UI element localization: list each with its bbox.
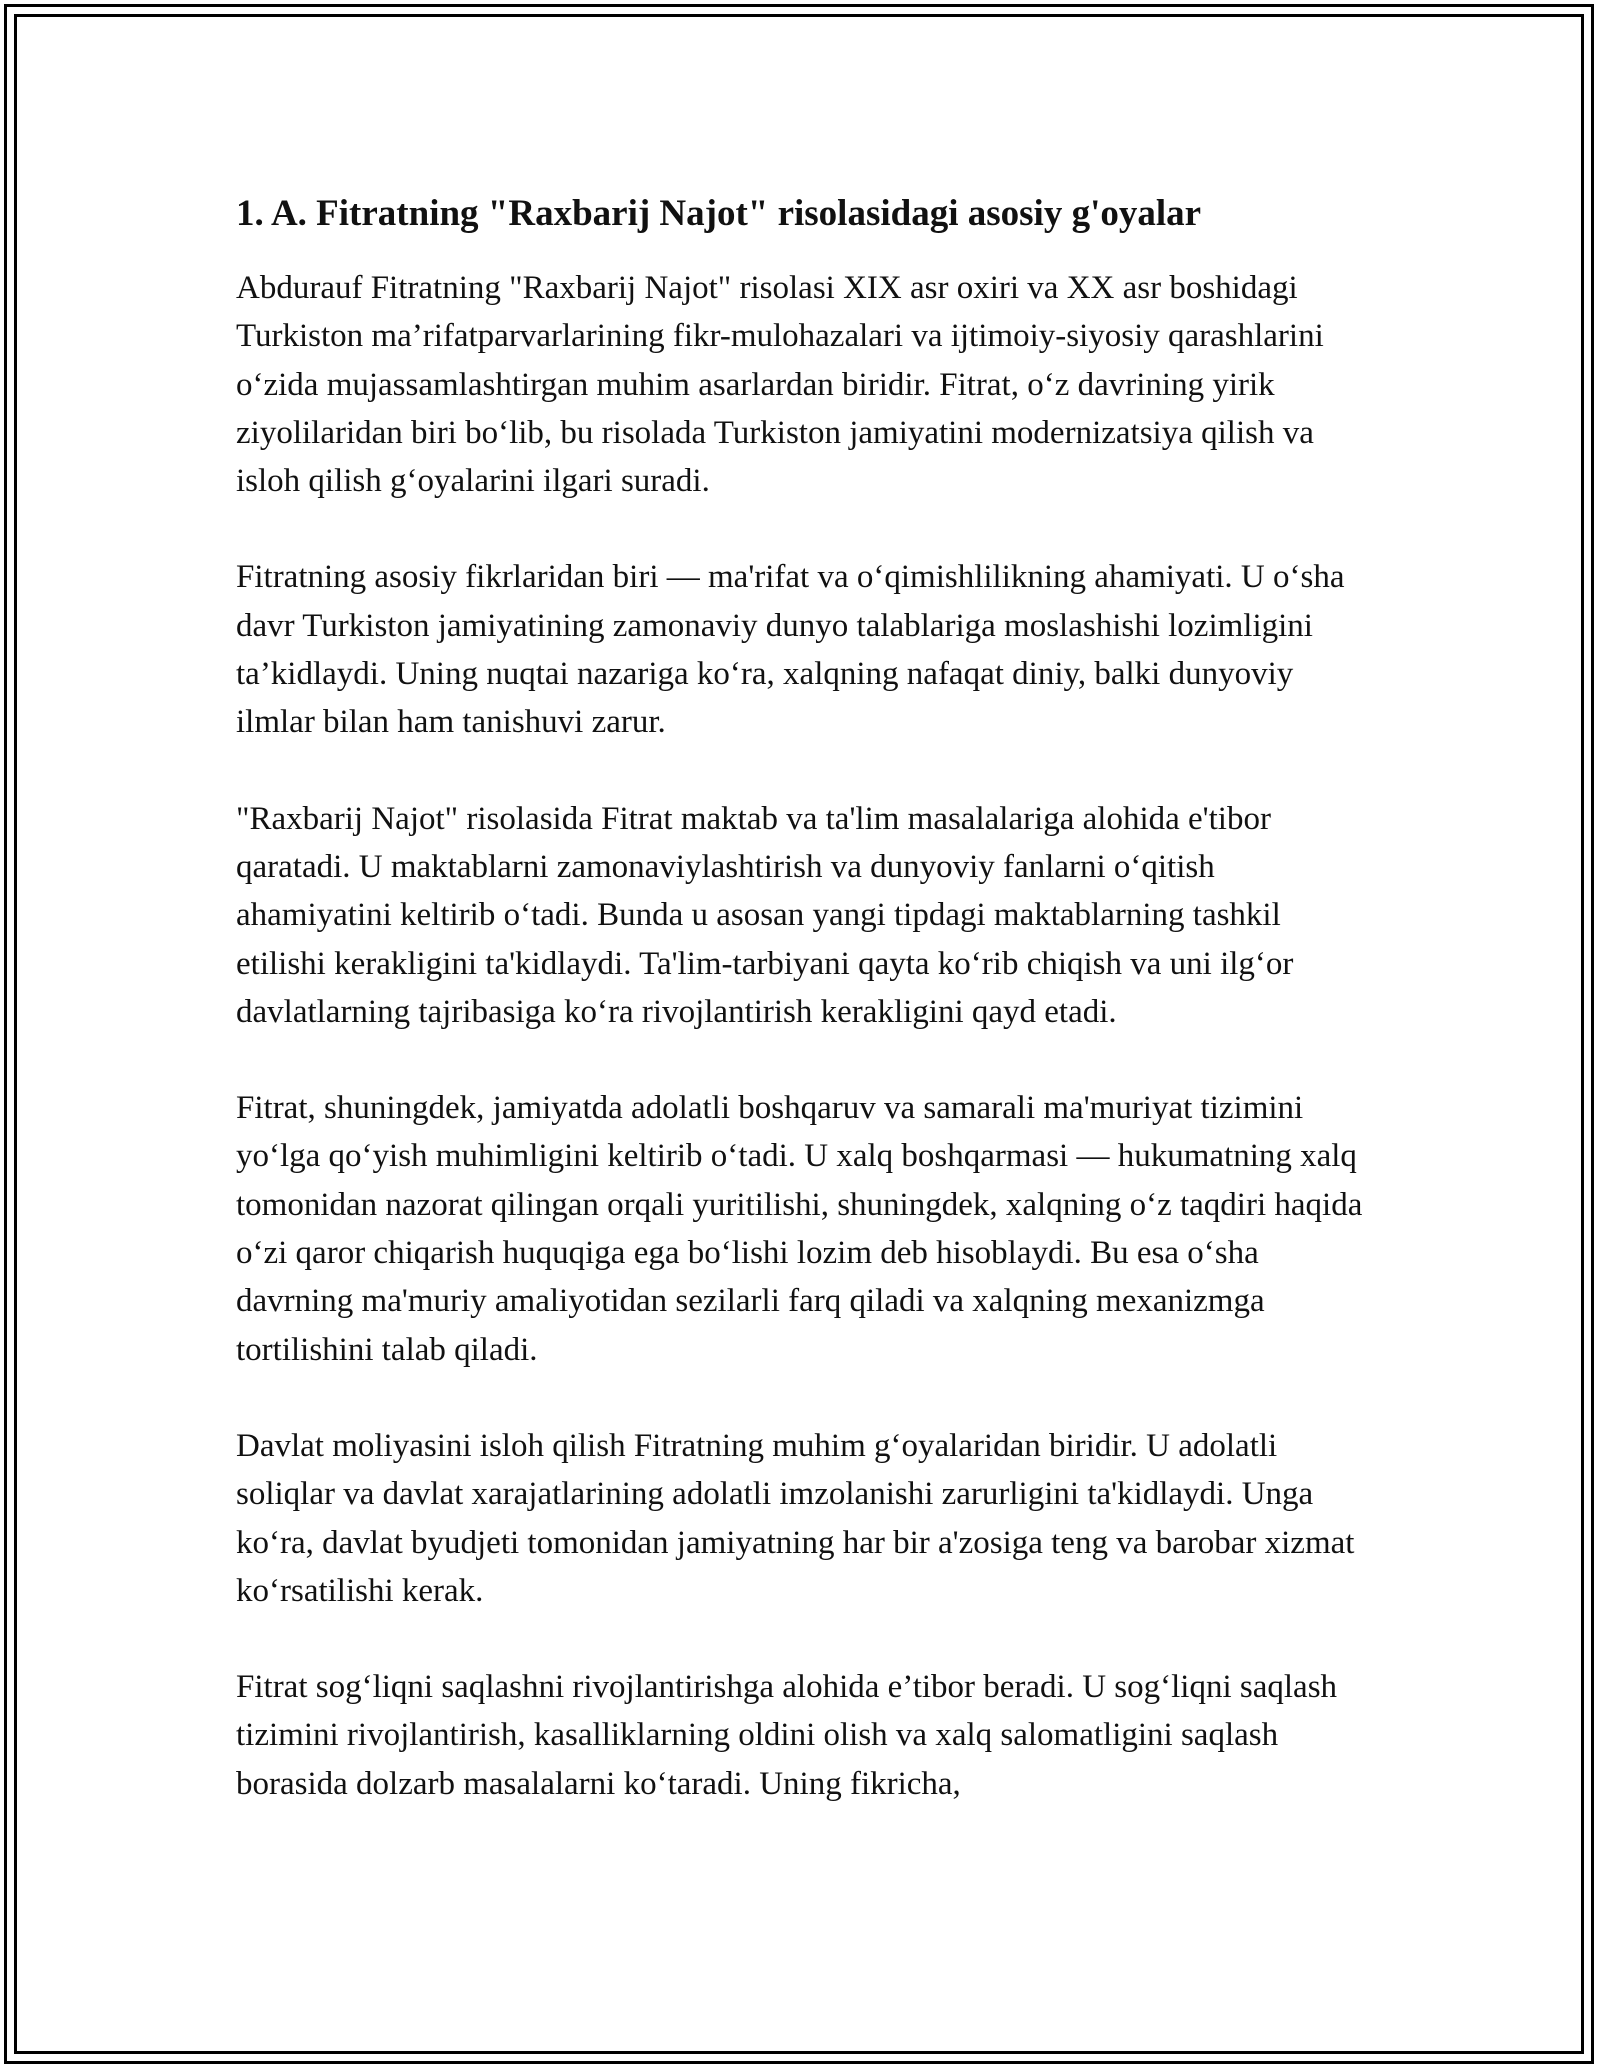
paragraph-intro: Abdurauf Fitratning "Raxbarij Najot" risolasi XIX asr oxiri va XX asr boshidagi Turkiston ma’rifatparvarlarining fikr-mulohazalari va ijtimoiy-siyosiy qarashlarini o‘zida mujassamlashtirgan muhim asarlardan biridir. Fitrat, o‘z davrining yirik ziyolilaridan biri bo‘lib, bu risolada Turkiston jamiyatini modernizatsiya qilish va isloh qilish g‘oyalarini ilgari suradi. [236, 270, 1324, 500]
paragraph-finance: Davlat moliyasini isloh qilish Fitratning muhim g‘oyalaridan biridir. U adolatli soliqlar va davlat xarajatlarining adolatli imzolanishi zarurligini ta'kidlaydi. Unga ko‘ra, davlat byudjeti tomonidan jamiyatning har bir a'zosiga teng va barobar xizmat ko‘rsatilishi kerak. [236, 1427, 1355, 1609]
paragraph-healthcare: Fitrat sog‘liqni saqlashni rivojlantirishga alohida e’tibor beradi. U sog‘liqni saqlash tizimini rivojlantirish, kasalliklarning oldini olish va xalq salomatligini saqlash borasida dolzarb masalalarni ko‘taradi. Uning fikricha, [236, 1669, 1338, 1802]
paragraph-governance: Fitrat, shuningdek, jamiyatda adolatli boshqaruv va samarali ma'muriyat tizimini yo‘lga qo‘yish muhimligini keltirib o‘tadi. U xalq boshqarmasi — hukumatning xalq tomonidan nazorat qilingan orqali yuritilishi, shuningdek, xalqning o‘z taqdiri haqida o‘zi qaror chiqarish huquqiga ega bo‘lishi lozim deb hisoblaydi. Bu esa o‘sha davrning ma'muriy amaliyotidan sezilarli farq qiladi va xalqning mexanizmga tortilishini talab qiladi. [236, 1090, 1363, 1368]
paragraph-enlightenment: Fitratning asosiy fikrlaridan biri — ma'rifat va o‘qimishlilikning ahamiyati. U o‘sha davr Turkiston jamiyatining zamonaviy dunyo talablariga moslashishi lozimligini ta’kidlaydi. Uning nuqtai nazariga ko‘ra, xalqning nafaqat diniy, balki dunyoviy ilmlar bilan ham tanishuvi zarur. [236, 559, 1345, 741]
section-heading: 1. A. Fitratning "Raxbarij Najot" risolasidagi asosiy g'oyalar [236, 193, 1202, 234]
document-body [236, 188, 1376, 1856]
paragraph-education: "Raxbarij Najot" risolasida Fitrat maktab va ta'lim masalalariga alohida e'tibor qaratadi. U maktablarni zamonaviylashtirish va dunyoviy fanlarni o‘qitish ahamiyatini keltirib o‘tadi. Bunda u asosan yangi tipdagi maktablarning tashkil etilishi kerakligini ta'kidlaydi. Ta'lim-tarbiyani qayta ko‘rib chiqish va uni ilg‘or davlatlarning tajribasiga ko‘ra rivojlantirish kerakligini qayd etadi. [236, 800, 1294, 1030]
